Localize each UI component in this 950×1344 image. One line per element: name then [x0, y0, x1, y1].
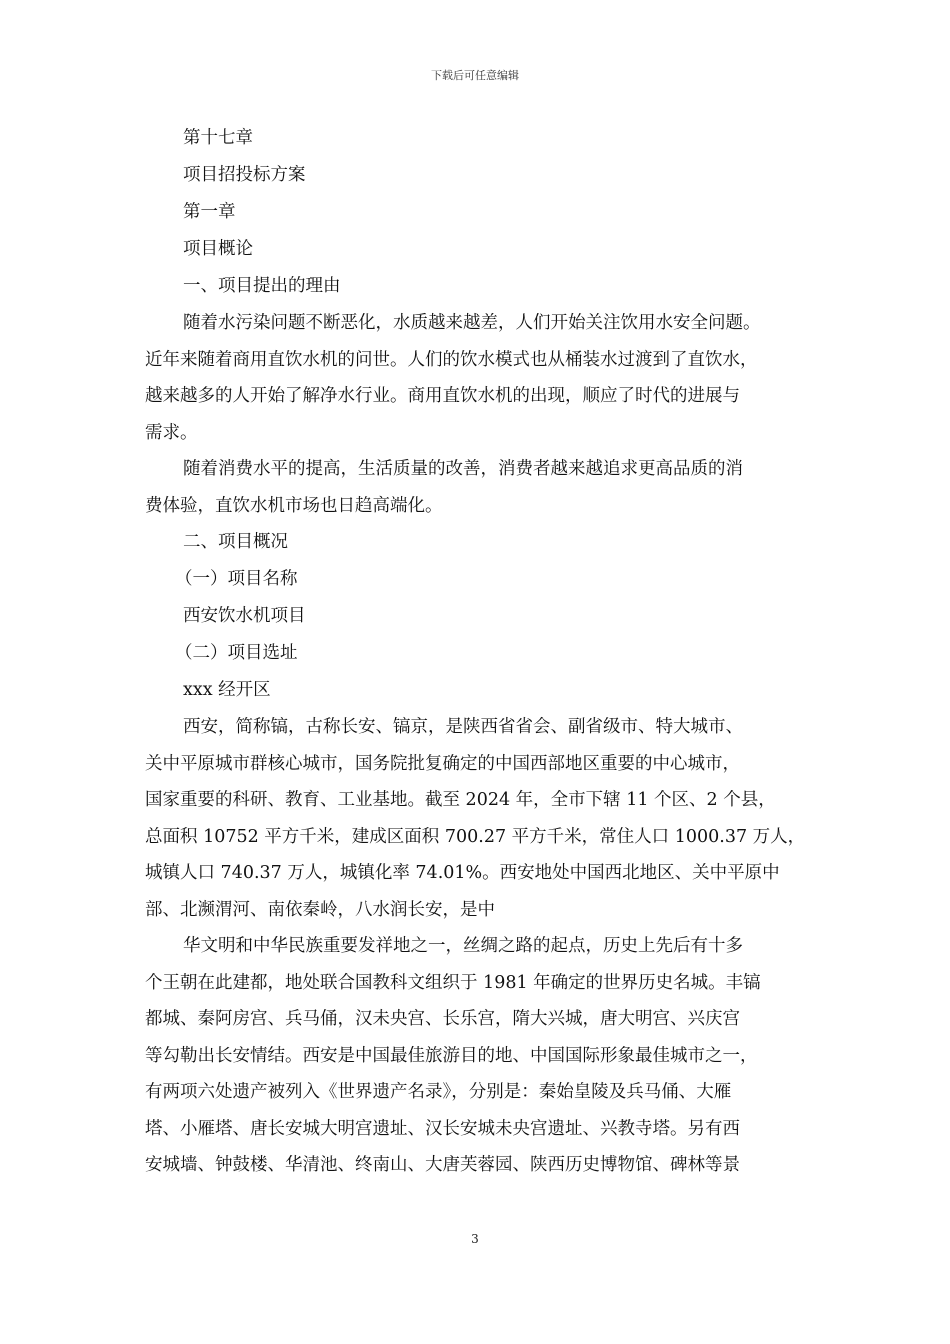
item-heading: （二）项目选址 [175, 643, 298, 663]
subsection-heading: 二、项目概况 [183, 532, 288, 552]
item-value: xxx 经开区 [183, 680, 271, 700]
paragraph-line: 等勾勒出长安情结。西安是中国最佳旅游目的地、中国国际形象最佳城市之一， [145, 1045, 758, 1066]
paragraph-line: 关中平原城市群核心城市，国务院批复确定的中国西部地区重要的中心城市， [145, 753, 740, 774]
paragraph [145, 451, 815, 524]
paragraph-line: 费体验，直饮水机市场也日趋高端化。 [145, 495, 443, 516]
paragraph-line: 塔、小雁塔、唐长安城大明宫遗址、汉长安城未央宫遗址、兴教寺塔。另有西 [145, 1118, 740, 1139]
paragraph-line: 总面积 10752 平方千米，建成区面积 700.27 平方千米，常住人口 1000.37 万人， [145, 826, 806, 847]
paragraph-line: 越来越多的人开始了解净水行业。商用直饮水机的出现，顺应了时代的进展与 [145, 386, 740, 406]
paragraph-line: 需求。 [145, 422, 198, 443]
paragraph-line: 安城墙、钟鼓楼、华清池、终南山、大唐芙蓉园、陕西历史博物馆、碑林等景 [145, 1155, 740, 1175]
paragraph [145, 928, 815, 1184]
item-heading: （一）项目名称 [175, 569, 298, 589]
paragraph-line: 西安，简称镐，古称长安、镐京，是陕西省省会、副省级市、特大城市、 [183, 717, 743, 737]
section-title: 项目概论 [183, 239, 253, 259]
item-value: 西安饮水机项目 [183, 606, 306, 626]
paragraph-line: 随着水污染问题不断恶化，水质越来越差，人们开始关注饮用水安全问题。 [183, 313, 761, 333]
paragraph-line: 都城、秦阿房宫、兵马俑，汉未央宫、长乐宫，隋大兴城，唐大明宫、兴庆宫 [145, 1009, 740, 1029]
subsection-heading: 一、项目提出的理由 [183, 276, 341, 296]
section-title: 项目招投标方案 [183, 165, 306, 185]
paragraph-line: 有两项六处遗产被列入《世界遗产名录》，分别是：秦始皇陵及兵马俑、大雁 [145, 1082, 732, 1102]
chapter-heading: 第一章 [183, 202, 236, 222]
paragraph-line: 国家重要的科研、教育、工业基地。截至 2024 年，全市下辖 11 个区、2 个县， [145, 790, 776, 810]
page-number: 3 [471, 1232, 479, 1246]
paragraph-line: 华文明和中华民族重要发祥地之一，丝绸之路的起点，历史上先后有十多 [183, 936, 743, 956]
paragraph-line: 部、北濒渭河、南依秦岭，八水润长安，是中 [145, 899, 495, 920]
document-body [145, 120, 815, 1184]
paragraph-line: 城镇人口 740.37 万人，城镇化率 74.01%。西安地处中国西北地区、关中平原中 [145, 863, 780, 883]
page-header: 下载后可任意编辑 [431, 69, 519, 82]
paragraph [145, 709, 815, 928]
paragraph-line: 随着消费水平的提高，生活质量的改善，消费者越来越追求更高品质的消 [183, 459, 743, 479]
paragraph [145, 305, 815, 451]
paragraph-line: 个王朝在此建都，地处联合国教科文组织于 1981 年确定的世界历史名城。丰镐 [145, 972, 761, 993]
paragraph-line: 近年来随着商用直饮水机的问世。人们的饮水模式也从桶装水过渡到了直饮水， [145, 349, 758, 370]
chapter-heading: 第十七章 [183, 128, 253, 148]
